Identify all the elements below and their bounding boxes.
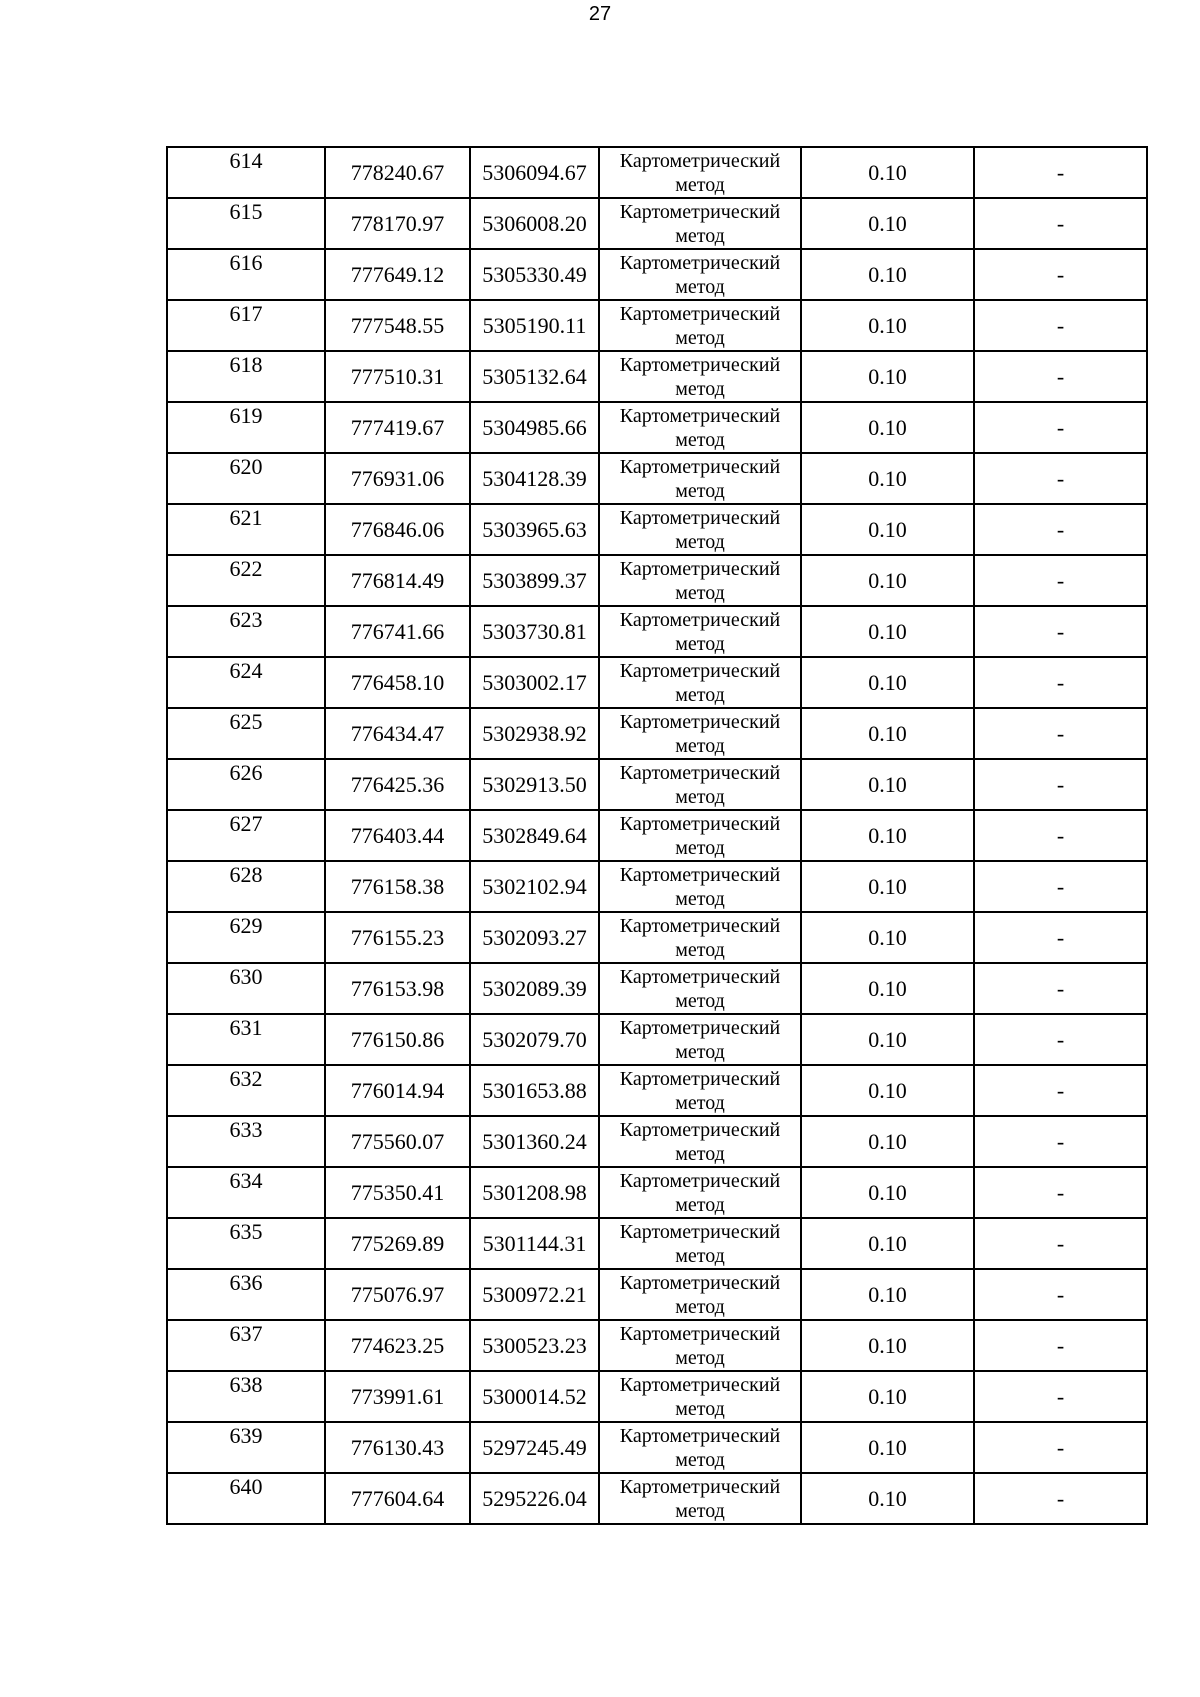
method-cell bbox=[599, 198, 801, 249]
table-row bbox=[167, 300, 1147, 351]
accuracy-cell: 0.10 bbox=[801, 657, 974, 708]
accuracy-cell: 0.10 bbox=[801, 1269, 974, 1320]
method-line-1: Картометрический bbox=[619, 1323, 781, 1345]
x-coordinate-cell: 776150.86 bbox=[325, 1014, 470, 1065]
method-cell bbox=[599, 657, 801, 708]
method-line-1: Картометрический bbox=[619, 1119, 781, 1141]
accuracy-cell: 0.10 bbox=[801, 1218, 974, 1269]
method-line-2: метод bbox=[675, 1143, 725, 1165]
method-line-1: Картометрический bbox=[619, 609, 781, 631]
note-cell: - bbox=[974, 1320, 1147, 1371]
note-cell: - bbox=[974, 1473, 1147, 1524]
note-cell: - bbox=[974, 249, 1147, 300]
method-line-1: Картометрический bbox=[619, 507, 781, 529]
table-row bbox=[167, 606, 1147, 657]
table-row bbox=[167, 1116, 1147, 1167]
method-line-1: Картометрический bbox=[619, 1221, 781, 1243]
note-cell: - bbox=[974, 1422, 1147, 1473]
method-cell bbox=[599, 1269, 801, 1320]
method-line-2: метод bbox=[675, 174, 725, 196]
x-coordinate-cell: 776130.43 bbox=[325, 1422, 470, 1473]
y-coordinate-cell: 5301360.24 bbox=[470, 1116, 599, 1167]
x-coordinate-cell: 776014.94 bbox=[325, 1065, 470, 1116]
method-cell bbox=[599, 1473, 801, 1524]
x-coordinate-cell: 775076.97 bbox=[325, 1269, 470, 1320]
accuracy-cell: 0.10 bbox=[801, 1422, 974, 1473]
accuracy-cell: 0.10 bbox=[801, 1320, 974, 1371]
point-number-cell: 637 bbox=[167, 1320, 325, 1371]
method-cell bbox=[599, 249, 801, 300]
accuracy-cell: 0.10 bbox=[801, 1014, 974, 1065]
method-line-2: метод bbox=[675, 888, 725, 910]
method-line-1: Картометрический bbox=[619, 1476, 781, 1498]
x-coordinate-cell: 775350.41 bbox=[325, 1167, 470, 1218]
y-coordinate-cell: 5303730.81 bbox=[470, 606, 599, 657]
accuracy-cell: 0.10 bbox=[801, 1167, 974, 1218]
method-cell bbox=[599, 759, 801, 810]
method-line-1: Картометрический bbox=[619, 660, 781, 682]
point-number-cell: 638 bbox=[167, 1371, 325, 1422]
y-coordinate-cell: 5302849.64 bbox=[470, 810, 599, 861]
point-number-cell: 626 bbox=[167, 759, 325, 810]
method-cell bbox=[599, 402, 801, 453]
table-row bbox=[167, 810, 1147, 861]
method-line-1: Картометрический bbox=[619, 303, 781, 325]
table-row bbox=[167, 861, 1147, 912]
table-row bbox=[167, 912, 1147, 963]
accuracy-cell: 0.10 bbox=[801, 300, 974, 351]
table-row bbox=[167, 198, 1147, 249]
method-cell bbox=[599, 1371, 801, 1422]
accuracy-cell: 0.10 bbox=[801, 810, 974, 861]
point-number-cell: 614 bbox=[167, 147, 325, 198]
x-coordinate-cell: 776425.36 bbox=[325, 759, 470, 810]
table-row bbox=[167, 1167, 1147, 1218]
method-line-2: метод bbox=[675, 837, 725, 859]
note-cell: - bbox=[974, 1014, 1147, 1065]
method-line-2: метод bbox=[675, 1449, 725, 1471]
method-line-2: метод bbox=[675, 1398, 725, 1420]
x-coordinate-cell: 776814.49 bbox=[325, 555, 470, 606]
y-coordinate-cell: 5302093.27 bbox=[470, 912, 599, 963]
method-line-1: Картометрический bbox=[619, 915, 781, 937]
method-cell bbox=[599, 1065, 801, 1116]
note-cell: - bbox=[974, 555, 1147, 606]
method-line-2: метод bbox=[675, 1347, 725, 1369]
method-line-1: Картометрический bbox=[619, 1272, 781, 1294]
point-number-cell: 635 bbox=[167, 1218, 325, 1269]
note-cell: - bbox=[974, 300, 1147, 351]
note-cell: - bbox=[974, 1371, 1147, 1422]
x-coordinate-cell: 778240.67 bbox=[325, 147, 470, 198]
method-cell bbox=[599, 504, 801, 555]
y-coordinate-cell: 5301208.98 bbox=[470, 1167, 599, 1218]
point-number-cell: 634 bbox=[167, 1167, 325, 1218]
note-cell: - bbox=[974, 453, 1147, 504]
x-coordinate-cell: 776155.23 bbox=[325, 912, 470, 963]
method-line-2: метод bbox=[675, 225, 725, 247]
method-line-2: метод bbox=[675, 735, 725, 757]
x-coordinate-cell: 777649.12 bbox=[325, 249, 470, 300]
method-line-1: Картометрический bbox=[619, 150, 781, 172]
page-number: 27 bbox=[588, 3, 612, 25]
method-line-1: Картометрический bbox=[619, 201, 781, 223]
accuracy-cell: 0.10 bbox=[801, 147, 974, 198]
y-coordinate-cell: 5306008.20 bbox=[470, 198, 599, 249]
x-coordinate-cell: 776846.06 bbox=[325, 504, 470, 555]
accuracy-cell: 0.10 bbox=[801, 198, 974, 249]
y-coordinate-cell: 5302102.94 bbox=[470, 861, 599, 912]
table-row bbox=[167, 1065, 1147, 1116]
point-number-cell: 629 bbox=[167, 912, 325, 963]
x-coordinate-cell: 773991.61 bbox=[325, 1371, 470, 1422]
table-row bbox=[167, 453, 1147, 504]
y-coordinate-cell: 5304985.66 bbox=[470, 402, 599, 453]
x-coordinate-cell: 774623.25 bbox=[325, 1320, 470, 1371]
x-coordinate-cell: 775269.89 bbox=[325, 1218, 470, 1269]
y-coordinate-cell: 5302938.92 bbox=[470, 708, 599, 759]
method-line-1: Картометрический bbox=[619, 966, 781, 988]
x-coordinate-cell: 777419.67 bbox=[325, 402, 470, 453]
method-line-1: Картометрический bbox=[619, 1374, 781, 1396]
point-number-cell: 621 bbox=[167, 504, 325, 555]
method-line-1: Картометрический bbox=[619, 864, 781, 886]
point-number-cell: 639 bbox=[167, 1422, 325, 1473]
table-row bbox=[167, 1422, 1147, 1473]
method-line-2: метод bbox=[675, 990, 725, 1012]
y-coordinate-cell: 5305330.49 bbox=[470, 249, 599, 300]
table-row bbox=[167, 402, 1147, 453]
point-number-cell: 620 bbox=[167, 453, 325, 504]
method-line-1: Картометрический bbox=[619, 1425, 781, 1447]
method-cell bbox=[599, 606, 801, 657]
y-coordinate-cell: 5303899.37 bbox=[470, 555, 599, 606]
point-number-cell: 615 bbox=[167, 198, 325, 249]
accuracy-cell: 0.10 bbox=[801, 402, 974, 453]
point-number-cell: 640 bbox=[167, 1473, 325, 1524]
accuracy-cell: 0.10 bbox=[801, 708, 974, 759]
method-line-2: метод bbox=[675, 1245, 725, 1267]
accuracy-cell: 0.10 bbox=[801, 453, 974, 504]
y-coordinate-cell: 5305190.11 bbox=[470, 300, 599, 351]
point-number-cell: 616 bbox=[167, 249, 325, 300]
method-cell bbox=[599, 1320, 801, 1371]
method-line-2: метод bbox=[675, 429, 725, 451]
point-number-cell: 617 bbox=[167, 300, 325, 351]
note-cell: - bbox=[974, 861, 1147, 912]
x-coordinate-cell: 777510.31 bbox=[325, 351, 470, 402]
method-line-1: Картометрический bbox=[619, 252, 781, 274]
note-cell: - bbox=[974, 1116, 1147, 1167]
method-line-1: Картометрический bbox=[619, 354, 781, 376]
table-row bbox=[167, 504, 1147, 555]
y-coordinate-cell: 5304128.39 bbox=[470, 453, 599, 504]
y-coordinate-cell: 5301144.31 bbox=[470, 1218, 599, 1269]
table-row bbox=[167, 555, 1147, 606]
note-cell: - bbox=[974, 198, 1147, 249]
y-coordinate-cell: 5303965.63 bbox=[470, 504, 599, 555]
method-cell bbox=[599, 1116, 801, 1167]
note-cell: - bbox=[974, 351, 1147, 402]
coordinates-table bbox=[166, 146, 1148, 1525]
method-line-2: метод bbox=[675, 1500, 725, 1522]
x-coordinate-cell: 776741.66 bbox=[325, 606, 470, 657]
note-cell: - bbox=[974, 402, 1147, 453]
y-coordinate-cell: 5300523.23 bbox=[470, 1320, 599, 1371]
table-row bbox=[167, 1473, 1147, 1524]
note-cell: - bbox=[974, 504, 1147, 555]
method-line-1: Картометрический bbox=[619, 405, 781, 427]
accuracy-cell: 0.10 bbox=[801, 1116, 974, 1167]
y-coordinate-cell: 5302079.70 bbox=[470, 1014, 599, 1065]
table-row bbox=[167, 1218, 1147, 1269]
point-number-cell: 624 bbox=[167, 657, 325, 708]
method-line-2: метод bbox=[675, 684, 725, 706]
note-cell: - bbox=[974, 1065, 1147, 1116]
method-cell bbox=[599, 1422, 801, 1473]
accuracy-cell: 0.10 bbox=[801, 249, 974, 300]
method-line-1: Картометрический bbox=[619, 711, 781, 733]
y-coordinate-cell: 5303002.17 bbox=[470, 657, 599, 708]
y-coordinate-cell: 5306094.67 bbox=[470, 147, 599, 198]
note-cell: - bbox=[974, 147, 1147, 198]
table-row bbox=[167, 759, 1147, 810]
table-row bbox=[167, 1320, 1147, 1371]
point-number-cell: 628 bbox=[167, 861, 325, 912]
accuracy-cell: 0.10 bbox=[801, 555, 974, 606]
method-line-1: Картометрический bbox=[619, 1068, 781, 1090]
point-number-cell: 630 bbox=[167, 963, 325, 1014]
accuracy-cell: 0.10 bbox=[801, 963, 974, 1014]
method-cell bbox=[599, 555, 801, 606]
method-cell bbox=[599, 453, 801, 504]
point-number-cell: 633 bbox=[167, 1116, 325, 1167]
method-line-2: метод bbox=[675, 939, 725, 961]
x-coordinate-cell: 777604.64 bbox=[325, 1473, 470, 1524]
method-line-2: метод bbox=[675, 327, 725, 349]
accuracy-cell: 0.10 bbox=[801, 351, 974, 402]
y-coordinate-cell: 5302913.50 bbox=[470, 759, 599, 810]
method-cell bbox=[599, 861, 801, 912]
method-cell bbox=[599, 912, 801, 963]
method-line-2: метод bbox=[675, 786, 725, 808]
method-line-1: Картометрический bbox=[619, 813, 781, 835]
method-line-1: Картометрический bbox=[619, 1017, 781, 1039]
point-number-cell: 618 bbox=[167, 351, 325, 402]
point-number-cell: 636 bbox=[167, 1269, 325, 1320]
method-line-2: метод bbox=[675, 1194, 725, 1216]
table-body bbox=[167, 147, 1147, 1524]
method-line-1: Картометрический bbox=[619, 1170, 781, 1192]
table-row bbox=[167, 147, 1147, 198]
y-coordinate-cell: 5300014.52 bbox=[470, 1371, 599, 1422]
table-row bbox=[167, 351, 1147, 402]
table-row bbox=[167, 708, 1147, 759]
y-coordinate-cell: 5302089.39 bbox=[470, 963, 599, 1014]
accuracy-cell: 0.10 bbox=[801, 1473, 974, 1524]
method-line-2: метод bbox=[675, 276, 725, 298]
coordinates-table-container bbox=[166, 146, 1146, 1525]
note-cell: - bbox=[974, 759, 1147, 810]
point-number-cell: 625 bbox=[167, 708, 325, 759]
x-coordinate-cell: 778170.97 bbox=[325, 198, 470, 249]
x-coordinate-cell: 777548.55 bbox=[325, 300, 470, 351]
method-cell bbox=[599, 963, 801, 1014]
x-coordinate-cell: 776458.10 bbox=[325, 657, 470, 708]
y-coordinate-cell: 5295226.04 bbox=[470, 1473, 599, 1524]
note-cell: - bbox=[974, 963, 1147, 1014]
point-number-cell: 631 bbox=[167, 1014, 325, 1065]
method-cell bbox=[599, 708, 801, 759]
note-cell: - bbox=[974, 606, 1147, 657]
method-line-1: Картометрический bbox=[619, 762, 781, 784]
y-coordinate-cell: 5301653.88 bbox=[470, 1065, 599, 1116]
method-cell bbox=[599, 147, 801, 198]
accuracy-cell: 0.10 bbox=[801, 759, 974, 810]
accuracy-cell: 0.10 bbox=[801, 1065, 974, 1116]
y-coordinate-cell: 5300972.21 bbox=[470, 1269, 599, 1320]
method-line-2: метод bbox=[675, 1296, 725, 1318]
table-row bbox=[167, 1269, 1147, 1320]
method-line-2: метод bbox=[675, 633, 725, 655]
method-cell bbox=[599, 300, 801, 351]
table-row bbox=[167, 1371, 1147, 1422]
point-number-cell: 622 bbox=[167, 555, 325, 606]
accuracy-cell: 0.10 bbox=[801, 912, 974, 963]
method-line-2: метод bbox=[675, 378, 725, 400]
table-row bbox=[167, 963, 1147, 1014]
point-number-cell: 619 bbox=[167, 402, 325, 453]
x-coordinate-cell: 776153.98 bbox=[325, 963, 470, 1014]
x-coordinate-cell: 776434.47 bbox=[325, 708, 470, 759]
method-line-1: Картометрический bbox=[619, 558, 781, 580]
accuracy-cell: 0.10 bbox=[801, 861, 974, 912]
accuracy-cell: 0.10 bbox=[801, 1371, 974, 1422]
method-cell bbox=[599, 1218, 801, 1269]
accuracy-cell: 0.10 bbox=[801, 504, 974, 555]
point-number-cell: 632 bbox=[167, 1065, 325, 1116]
note-cell: - bbox=[974, 810, 1147, 861]
method-line-1: Картометрический bbox=[619, 456, 781, 478]
method-line-2: метод bbox=[675, 1041, 725, 1063]
point-number-cell: 627 bbox=[167, 810, 325, 861]
x-coordinate-cell: 776403.44 bbox=[325, 810, 470, 861]
y-coordinate-cell: 5297245.49 bbox=[470, 1422, 599, 1473]
method-line-2: метод bbox=[675, 480, 725, 502]
note-cell: - bbox=[974, 1218, 1147, 1269]
method-cell bbox=[599, 810, 801, 861]
method-line-2: метод bbox=[675, 531, 725, 553]
note-cell: - bbox=[974, 912, 1147, 963]
method-line-2: метод bbox=[675, 582, 725, 604]
method-cell bbox=[599, 1014, 801, 1065]
note-cell: - bbox=[974, 657, 1147, 708]
table-row bbox=[167, 657, 1147, 708]
method-cell bbox=[599, 1167, 801, 1218]
note-cell: - bbox=[974, 708, 1147, 759]
table-row bbox=[167, 249, 1147, 300]
y-coordinate-cell: 5305132.64 bbox=[470, 351, 599, 402]
accuracy-cell: 0.10 bbox=[801, 606, 974, 657]
note-cell: - bbox=[974, 1269, 1147, 1320]
method-cell bbox=[599, 351, 801, 402]
table-row bbox=[167, 1014, 1147, 1065]
x-coordinate-cell: 775560.07 bbox=[325, 1116, 470, 1167]
note-cell: - bbox=[974, 1167, 1147, 1218]
point-number-cell: 623 bbox=[167, 606, 325, 657]
x-coordinate-cell: 776931.06 bbox=[325, 453, 470, 504]
method-line-2: метод bbox=[675, 1092, 725, 1114]
x-coordinate-cell: 776158.38 bbox=[325, 861, 470, 912]
